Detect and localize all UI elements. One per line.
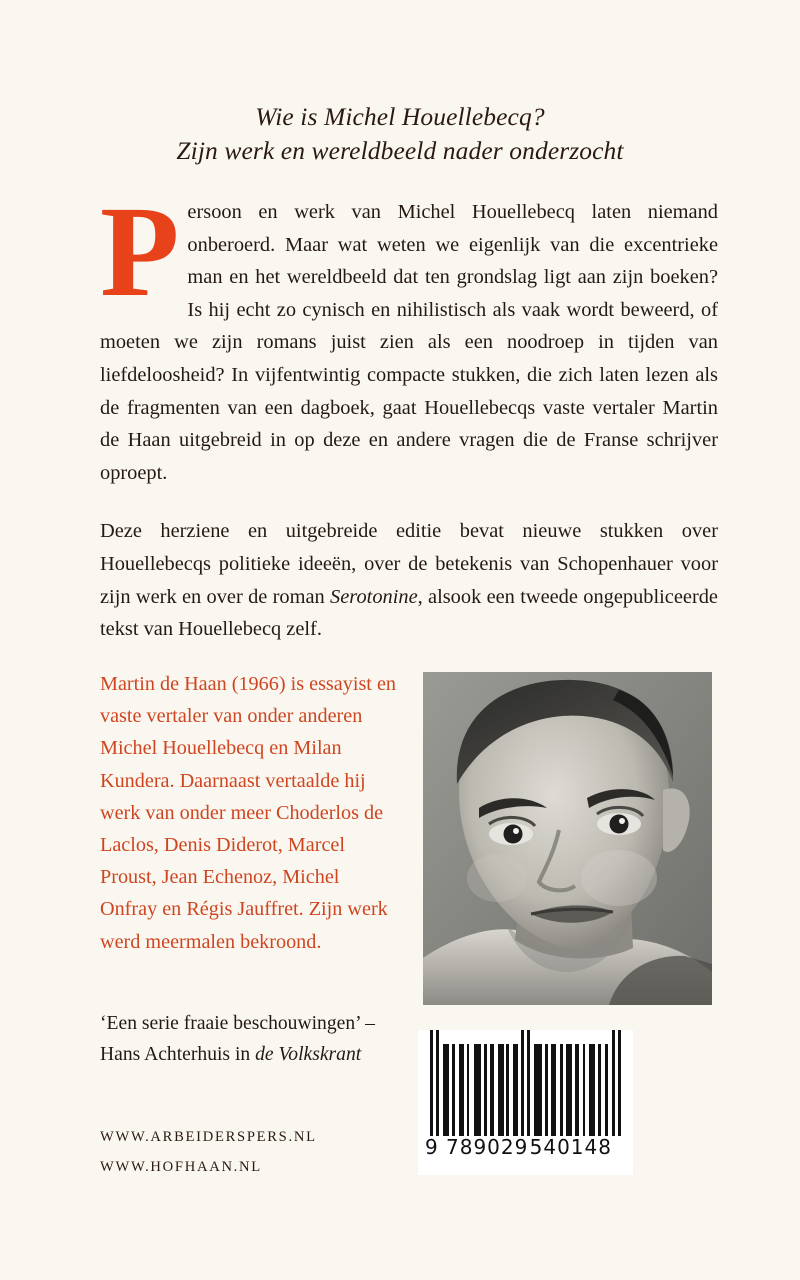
author-bio: Martin de Haan (1966) is essayist en vaste vertaler van onder anderen Michel Houellebecq en Milan Kundera. Daarnaast vertaalde hij werk van onder meer Choderlos de Laclos, Denis Diderot, Marcel Proust, Jean Echenoz, Michel Onfray en Régis Jauffret. Zijn werk werd meermalen bekroond. bbox=[100, 673, 397, 953]
press-quote bbox=[100, 1008, 400, 1070]
author-photo bbox=[423, 672, 712, 1005]
body-paragraph-1-text: ersoon en werk van Michel Houellebecq laten niemand onberoerd. Maar wat weten we eigenlijk van die excentrieke man en het wereldbeeld dat ten grondslag ligt aan zijn boeken? Is hij echt zo cynisch en nihilistisch als vaak wordt beweerd, of moeten we zijn romans juist zien als een noodroep in tijden van liefdeloosheid? In vijfentwintig compacte stukken, die zich laten lezen als de fragmenten van een dagboek, gaat Houellebecqs vaste vertaler Martin de Haan uitgebreid in op deze en andere vragen die de Franse schrijver oproept. bbox=[100, 201, 718, 484]
title-line-2: Zijn werk en wereldbeeld nader onderzocht bbox=[176, 136, 624, 165]
author-portrait-image bbox=[423, 672, 712, 1005]
link-hofhaan[interactable]: WWW.HOFHAAN.NL bbox=[100, 1159, 262, 1175]
barcode-bars bbox=[430, 1044, 621, 1136]
title-line-1: Wie is Michel Houellebecq? bbox=[255, 102, 545, 131]
body-paragraph-1 bbox=[100, 180, 718, 489]
isbn-barcode bbox=[418, 1030, 633, 1175]
press-quote-text: ‘Een serie fraaie beschouwingen’ – Hans Achterhuis in bbox=[100, 1013, 375, 1065]
body-paragraph-2-text-a: Deze herziene en uitgebreide editie bevat nieuwe stukken over Houellebecqs politieke ideeën, over de betekenis van Schopenhauer voor zijn werk en over de roman bbox=[100, 520, 718, 608]
website-links bbox=[100, 1122, 420, 1182]
barcode-digits-left: 789029 bbox=[446, 1135, 529, 1159]
cover-title bbox=[0, 100, 800, 168]
link-arbeiderspers[interactable]: WWW.ARBEIDERSPERS.NL bbox=[100, 1129, 317, 1145]
press-quote-source: de Volkskrant bbox=[255, 1044, 362, 1065]
barcode-digit-prefix: 9 bbox=[425, 1135, 439, 1159]
blurb-body bbox=[100, 180, 718, 646]
body-paragraph-2 bbox=[100, 515, 718, 645]
barcode-digits bbox=[418, 1135, 633, 1159]
drop-cap-letter: P bbox=[100, 180, 180, 324]
barcode-digits-right: 540148 bbox=[529, 1135, 612, 1159]
book-title-serotonine: Serotonine bbox=[330, 585, 418, 608]
body-paragraph-2-text-b: , alsook een tweede ongepubliceerde tekst van Houellebecq zelf. bbox=[100, 585, 718, 641]
